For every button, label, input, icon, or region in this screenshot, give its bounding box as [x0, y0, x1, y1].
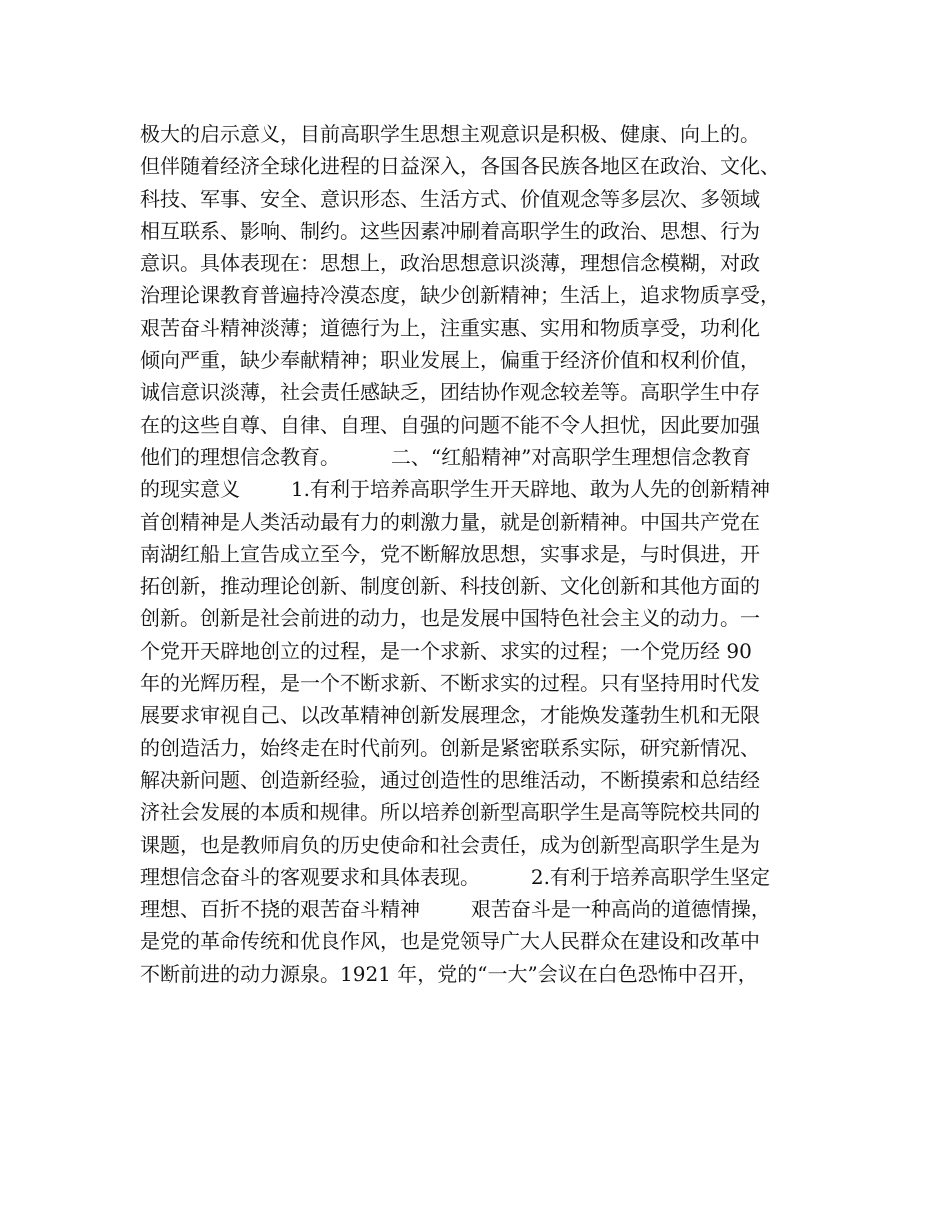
text-line-4: 相互联系、影响、制约。这些因素冲刷着高职学生的政治、思想、行为	[140, 218, 760, 243]
text-line-12: 的现实意义 1.有利于培养高职学生开天辟地、敢为人先的创新精神	[140, 477, 770, 502]
text-line-6: 治理论课教育普遍持冷漠态度，缺少创新精神；生活上，追求物质享受，	[140, 283, 780, 308]
text-line-14: 南湖红船上宣告成立至今，党不断解放思想，实事求是，与时俱进，开	[140, 541, 760, 566]
text-line-7: 艰苦奋斗精神淡薄；道德行为上，注重实惠、实用和物质享受，功利化	[140, 315, 760, 340]
text-line-3: 科技、军事、安全、意识形态、生活方式、价值观念等多层次、多领域	[140, 186, 760, 211]
text-line-24: 理想信念奋斗的客观要求和具体表现。 2.有利于培养高职学生坚定	[140, 864, 770, 889]
text-line-23: 课题，也是教师肩负的历史使命和社会责任，成为创新型高职学生是为	[140, 832, 760, 857]
body-text	[140, 118, 830, 990]
text-line-22: 济社会发展的本质和规律。所以培养创新型高职学生是高等院校共同的	[140, 800, 760, 825]
text-line-18: 年的光辉历程，是一个不断求新、不断求实的过程。只有坚持用时代发	[140, 671, 760, 696]
text-line-13: 首创精神是人类活动最有力的刺激力量，就是创新精神。中国共产党在	[140, 509, 760, 534]
text-line-10: 在的这些自尊、自律、自理、自强的问题不能不令人担忧，因此要加强	[140, 412, 760, 437]
text-line-16: 创新。创新是社会前进的动力，也是发展中国特色社会主义的动力。一	[140, 606, 760, 631]
text-line-19: 展要求审视自己、以改革精神创新发展理念，才能焕发蓬勃生机和无限	[140, 703, 760, 728]
text-line-27: 不断前进的动力源泉。1921 年，党的“一大”会议在白色恐怖中召开，	[140, 961, 758, 986]
text-line-11: 他们的理想信念教育。 二、“红船精神”对高职学生理想信念教育	[140, 444, 752, 469]
text-line-15: 拓创新，推动理论创新、制度创新、科技创新、文化创新和其他方面的	[140, 574, 760, 599]
text-line-17: 个党开天辟地创立的过程，是一个求新、求实的过程；一个党历经 90	[140, 638, 752, 663]
text-line-1: 极大的启示意义，目前高职学生思想主观意识是积极、健康、向上的。	[140, 122, 760, 146]
text-line-5: 意识。具体表现在：思想上，政治思想意识淡薄，理想信念模糊，对政	[140, 251, 760, 276]
text-line-9: 诚信意识淡薄，社会责任感缺乏，团结协作观念较差等。高职学生中存	[140, 380, 760, 405]
text-line-2: 但伴随着经济全球化进程的日益深入，各国各民族各地区在政治、文化、	[140, 154, 780, 179]
text-line-21: 解决新问题、创造新经验，通过创造性的思维活动，不断摸索和总结经	[140, 767, 760, 792]
text-line-26: 是党的革命传统和优良作风，也是党领导广大人民群众在建设和改革中	[140, 929, 760, 954]
text-line-20: 的创造活力，始终走在时代前列。创新是紧密联系实际，研究新情况、	[140, 735, 760, 760]
text-line-8: 倾向严重，缺少奉献精神；职业发展上，偏重于经济价值和权利价值，	[140, 348, 760, 373]
text-line-25: 理想、百折不挠的艰苦奋斗精神 艰苦奋斗是一种高尚的道德情操，	[140, 897, 771, 922]
